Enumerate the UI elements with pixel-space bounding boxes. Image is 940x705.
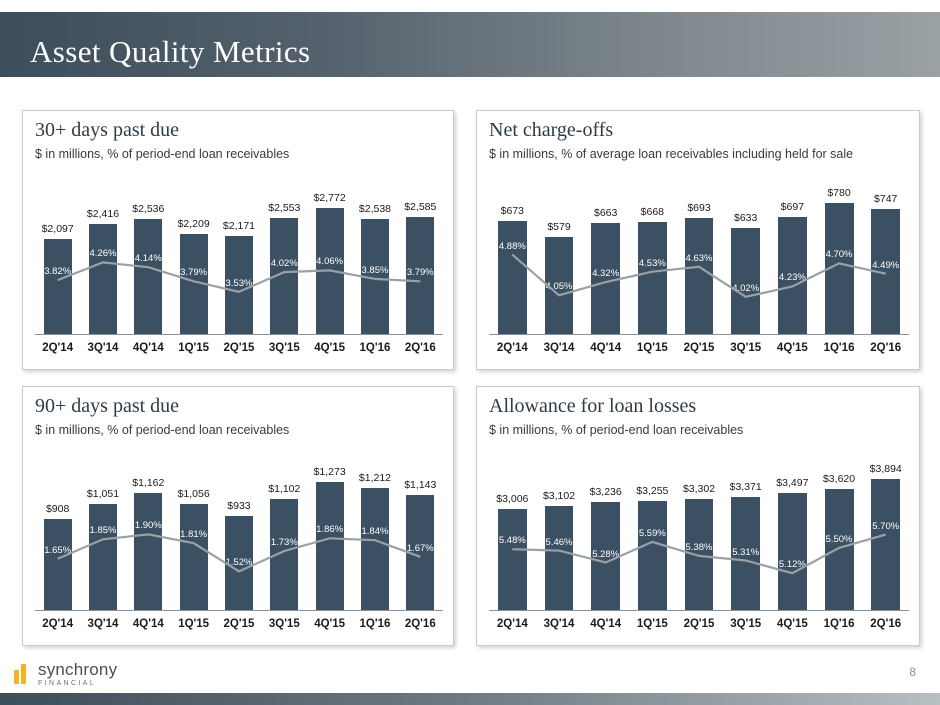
- bar-value-label: $3,497: [776, 477, 809, 489]
- bar-value-label: $2,553: [268, 202, 301, 214]
- bar: [89, 504, 117, 611]
- bar-value-label: $908: [45, 503, 70, 515]
- bar: [134, 493, 162, 611]
- trend-value-label: 4.14%: [134, 253, 162, 265]
- chart-column: [216, 169, 261, 335]
- chart-plot: [35, 169, 443, 361]
- bar: [361, 219, 389, 335]
- bar-value-label: $673: [500, 205, 524, 217]
- trend-value-label: 5.46%: [545, 536, 573, 548]
- company-logo: [14, 661, 117, 687]
- bar-value-label: $693: [687, 202, 711, 214]
- bar: [89, 224, 117, 335]
- x-axis-label: 4Q'15: [776, 342, 808, 354]
- trend-value-label: 1.84%: [361, 526, 389, 538]
- trend-value-label: 1.90%: [134, 520, 162, 532]
- bar-value-label: $1,212: [358, 472, 392, 484]
- trend-value-label: 5.48%: [498, 535, 526, 547]
- x-axis-label: 1Q'15: [178, 618, 210, 630]
- bar-value-label: $3,620: [822, 473, 856, 485]
- chart-plot: [35, 445, 443, 637]
- bar: [871, 209, 900, 335]
- chart-title: 90+ days past due: [35, 395, 180, 417]
- bar: [778, 493, 807, 611]
- trend-value-label: 1.52%: [225, 557, 253, 569]
- bar-value-label: $1,143: [404, 479, 437, 491]
- x-axis-label: 1Q'16: [823, 618, 855, 630]
- trend-value-label: 4.63%: [685, 252, 713, 264]
- chart-column: [352, 445, 397, 611]
- trend-value-label: 1.65%: [44, 544, 72, 556]
- chart-column: [126, 445, 171, 611]
- chart-title: Net charge-offs: [489, 119, 614, 141]
- bar: [731, 228, 760, 335]
- slide-header: [0, 12, 940, 77]
- x-axis-label: 2Q'15: [683, 618, 715, 630]
- chart-column: [722, 169, 769, 335]
- bar-value-label: $1,051: [86, 488, 120, 500]
- chart-title: Allowance for loan losses: [489, 395, 697, 417]
- trend-value-label: 3.85%: [361, 264, 389, 276]
- chart-column: [722, 445, 769, 611]
- x-axis-label: 2Q'14: [496, 618, 528, 630]
- trend-value-label: 5.12%: [778, 559, 806, 571]
- bar: [270, 218, 298, 335]
- bar: [316, 482, 344, 611]
- x-axis-label: 3Q'15: [730, 342, 762, 354]
- chart-subtitle: $ in millions, % of period-end loan receivables: [35, 147, 290, 161]
- chart-column: [582, 445, 629, 611]
- trend-value-label: 3.53%: [225, 277, 253, 289]
- trend-value-label: 5.70%: [872, 520, 900, 532]
- trend-value-label: 3.79%: [180, 267, 208, 279]
- bar: [361, 488, 389, 611]
- x-axis-label: 3Q'15: [268, 342, 300, 354]
- synchrony-mark-icon: [14, 664, 31, 684]
- bar: [685, 218, 714, 335]
- x-axis-label: 3Q'15: [730, 618, 762, 630]
- bar: [498, 509, 527, 611]
- trend-value-label: 5.38%: [685, 541, 713, 553]
- bar: [316, 208, 344, 335]
- chart-column: [126, 169, 171, 335]
- x-axis-label: 3Q'14: [87, 342, 119, 354]
- bar-value-label: $2,536: [132, 203, 165, 215]
- page-number: 8: [909, 665, 916, 679]
- x-axis: [35, 334, 443, 361]
- chart-plot: [489, 169, 909, 361]
- trend-value-label: 5.28%: [592, 548, 620, 560]
- chart-column: [536, 445, 583, 611]
- x-axis-label: 2Q'14: [496, 342, 528, 354]
- chart-column: [769, 169, 816, 335]
- chart-column: [629, 169, 676, 335]
- chart-column: [489, 445, 536, 611]
- chart-column: [262, 169, 307, 335]
- x-axis-label: 4Q'14: [132, 618, 164, 630]
- trend-value-label: 1.86%: [316, 524, 344, 536]
- x-axis-label: 2Q'14: [42, 618, 74, 630]
- bar: [498, 221, 527, 335]
- x-axis-label: 1Q'15: [636, 618, 668, 630]
- page-title: Asset Quality Metrics: [30, 34, 311, 69]
- x-axis-label: 4Q'14: [590, 342, 622, 354]
- trend-value-label: 4.26%: [89, 248, 117, 260]
- chart-column: [35, 169, 80, 335]
- bar-value-label: $3,255: [636, 485, 669, 497]
- chart-column: [80, 169, 125, 335]
- bar-value-label: $2,097: [41, 223, 74, 235]
- x-axis-label: 1Q'15: [636, 342, 668, 354]
- chart-column: [676, 445, 723, 611]
- bar: [638, 222, 667, 335]
- chart-column: [816, 169, 863, 335]
- bar: [871, 479, 900, 611]
- x-axis-label: 2Q'16: [870, 618, 902, 630]
- x-axis-label: 2Q'16: [404, 342, 436, 354]
- bar-value-label: $3,371: [729, 481, 762, 493]
- chart-column: [582, 169, 629, 335]
- bar-value-label: $697: [780, 201, 805, 213]
- x-axis-label: 4Q'15: [314, 618, 346, 630]
- chart-subtitle: $ in millions, % of period-end loan receivables: [35, 423, 290, 437]
- x-axis-label: 4Q'15: [776, 618, 808, 630]
- chart-column: [216, 445, 261, 611]
- trend-value-label: 4.02%: [270, 258, 298, 270]
- chart-column: [862, 169, 909, 335]
- bar-value-label: $2,538: [358, 203, 392, 215]
- chart-column: [307, 169, 352, 335]
- chart-panel-90-days: [22, 386, 454, 646]
- trend-value-label: 4.53%: [638, 257, 666, 269]
- trend-value-label: 1.85%: [89, 525, 117, 537]
- bar-value-label: $1,102: [268, 483, 301, 495]
- chart-subtitle: $ in millions, % of average loan receivables including held for sale: [489, 147, 854, 161]
- trend-value-label: 4.70%: [825, 249, 853, 261]
- bar: [180, 234, 208, 335]
- x-axis-label: 1Q'16: [823, 342, 855, 354]
- chart-column: [862, 445, 909, 611]
- trend-value-label: 5.50%: [825, 533, 853, 545]
- trend-value-label: 1.81%: [180, 529, 208, 541]
- bar-value-label: $747: [874, 193, 898, 205]
- chart-panel-allowance: [476, 386, 920, 646]
- x-axis-label: 2Q'16: [870, 342, 902, 354]
- chart-column: [489, 169, 536, 335]
- footer-bar: [0, 693, 940, 705]
- chart-column: [536, 169, 583, 335]
- x-axis: [489, 334, 909, 361]
- logo-wordmark: synchrony: [38, 660, 118, 679]
- x-axis-label: 4Q'14: [132, 342, 164, 354]
- x-axis-label: 1Q'16: [359, 618, 391, 630]
- bar-value-label: $2,171: [222, 220, 256, 232]
- logo-subtext: FINANCIAL: [38, 680, 97, 687]
- trend-value-label: 4.32%: [592, 268, 620, 280]
- trend-value-label: 5.31%: [732, 546, 760, 558]
- chart-column: [171, 169, 216, 335]
- chart-column: [171, 445, 216, 611]
- trend-value-label: 5.59%: [638, 527, 666, 539]
- trend-value-label: 4.06%: [316, 256, 344, 268]
- x-axis-label: 3Q'14: [543, 618, 575, 630]
- bar-value-label: $933: [227, 500, 251, 512]
- bar-value-label: $668: [640, 206, 665, 218]
- bar: [270, 499, 298, 611]
- bar: [134, 219, 162, 335]
- trend-value-label: 1.73%: [270, 536, 298, 548]
- x-axis-label: 3Q'15: [268, 618, 300, 630]
- bar-value-label: $1,056: [177, 488, 210, 500]
- trend-value-label: 4.02%: [732, 282, 760, 294]
- bar-value-label: $3,302: [682, 483, 716, 495]
- bar-value-label: $2,772: [313, 192, 346, 204]
- bar-value-label: $3,102: [542, 490, 576, 502]
- bar: [685, 499, 714, 611]
- x-axis-label: 2Q'15: [223, 342, 255, 354]
- bar-value-label: $2,209: [177, 218, 210, 230]
- bar: [44, 239, 72, 335]
- bar-value-label: $2,416: [86, 208, 120, 220]
- chart-subtitle: $ in millions, % of period-end loan receivables: [489, 423, 744, 437]
- x-axis-label: 4Q'14: [590, 618, 622, 630]
- bar: [180, 504, 208, 611]
- trend-value-label: 3.79%: [406, 267, 434, 279]
- chart-column: [398, 169, 443, 335]
- trend-value-label: 3.82%: [44, 266, 72, 278]
- bar-value-label: $3,894: [869, 463, 902, 475]
- bar: [825, 489, 854, 611]
- chart-column: [676, 169, 723, 335]
- bar-value-label: $3,236: [589, 486, 622, 498]
- trend-value-label: 4.49%: [872, 259, 900, 271]
- chart-column: [80, 445, 125, 611]
- trend-value-label: 4.05%: [545, 281, 573, 293]
- x-axis-label: 3Q'14: [87, 618, 119, 630]
- x-axis-label: 2Q'15: [683, 342, 715, 354]
- x-axis-label: 4Q'15: [314, 342, 346, 354]
- chart-column: [769, 445, 816, 611]
- x-axis: [35, 610, 443, 637]
- chart-plot: [489, 445, 909, 637]
- bar: [44, 519, 72, 611]
- chart-panel-net-charge-offs: [476, 110, 920, 370]
- bar-value-label: $1,162: [132, 477, 165, 489]
- x-axis: [489, 610, 909, 637]
- trend-value-label: 4.23%: [778, 272, 806, 284]
- bar: [825, 203, 854, 335]
- chart-column: [262, 445, 307, 611]
- bar-value-label: $3,006: [496, 493, 529, 505]
- chart-panel-30-days: [22, 110, 454, 370]
- bar-value-label: $1,273: [313, 466, 346, 478]
- trend-value-label: 1.67%: [406, 542, 434, 554]
- bar-value-label: $780: [827, 187, 851, 199]
- x-axis-label: 1Q'15: [178, 342, 210, 354]
- x-axis-label: 2Q'14: [42, 342, 74, 354]
- x-axis-label: 1Q'16: [359, 342, 391, 354]
- bar-value-label: $2,585: [404, 201, 437, 213]
- chart-title: 30+ days past due: [35, 119, 180, 141]
- bar-value-label: $663: [593, 207, 618, 219]
- x-axis-label: 3Q'14: [543, 342, 575, 354]
- bar: [638, 501, 667, 611]
- bar: [545, 506, 574, 611]
- chart-column: [352, 169, 397, 335]
- bar-value-label: $633: [734, 212, 758, 224]
- trend-value-label: 4.88%: [498, 240, 526, 252]
- chart-column: [35, 445, 80, 611]
- bar-value-label: $579: [547, 221, 571, 233]
- chart-column: [398, 445, 443, 611]
- chart-column: [816, 445, 863, 611]
- chart-column: [307, 445, 352, 611]
- chart-column: [629, 445, 676, 611]
- x-axis-label: 2Q'15: [223, 618, 255, 630]
- x-axis-label: 2Q'16: [404, 618, 436, 630]
